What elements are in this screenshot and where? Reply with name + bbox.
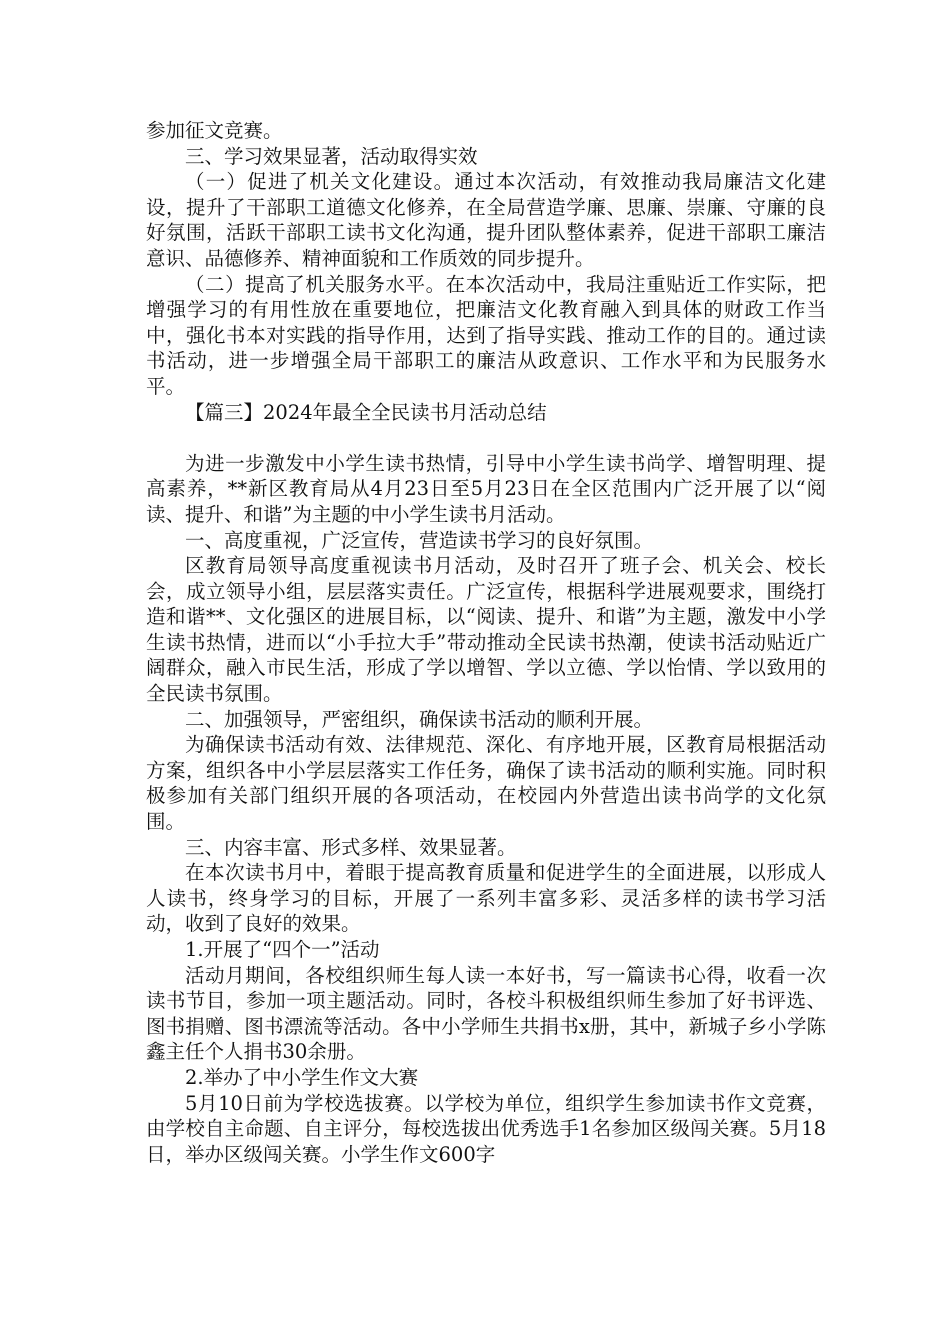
paragraph: 为确保读书活动有效、法律规范、深化、有序地开展，区教育局根据活动方案，组织各中小学层层落实工作任务，确保了读书活动的顺利实施。同时积极参加有关部门组织开展的各项活动，在校园内外营造出读书尚学的文化氛围。 (146, 733, 826, 834)
paragraph: 三、内容丰富、形式多样、效果显著。 (185, 835, 517, 859)
paragraph: 一、高度重视，广泛宣传，营造读书学习的良好氛围。 (185, 528, 654, 552)
paragraph: 三、学习效果显著，活动取得实效 (185, 144, 478, 168)
paragraph: 2.举办了中小学生作文大赛 (185, 1065, 419, 1089)
paragraph: 1.开展了“四个一”活动 (185, 938, 380, 961)
paragraph: （一）促进了机关文化建设。通过本次活动，有效推动我局廉洁文化建设，提升了干部职工道德文化修养，在全局营造学廉、思廉、崇廉、守廉的良好氛围，活跃干部职工读书文化沟通，提升团队整体素养，促进干部职工廉洁意识、品德修养、精神面貌和工作质效的同步提升。 (146, 170, 826, 270)
paragraph: 5月10日前为学校选拔赛。以学校为单位，组织学生参加读书作文竞赛，由学校自主命题、自主评分，每校选拔出优秀选手1名参加区级闯关赛。5月18日，举办区级闯关赛。小学生作文600字 (146, 1091, 826, 1166)
paragraph: 区教育局领导高度重视读书月活动，及时召开了班子会、机关会、校长会，成立领导小组，层层落实责任。广泛宣传，根据科学进展观要求，围绕打造和谐**、文化强区的进展目标，以“阅读、提升、和谐”为主题，激发中小学生读书热情，进而以“小手拉大手”带动推动全民读书热潮，使读书活动贴近广阔群众，融入市民生活，形成了学以增智、学以立德、学以怡情、学以致用的全民读书氛围。 (146, 554, 826, 706)
document-body (146, 118, 826, 1167)
paragraph: 在本次读书月中，着眼于提高教育质量和促进学生的全面进展，以形成人人读书，终身学习的目标，开展了一系列丰富多彩、灵活多样的读书学习活动，收到了良好的效果。 (146, 861, 826, 936)
paragraph: （二）提高了机关服务水平。在本次活动中，我局注重贴近工作实际，把增强学习的有用性放在重要地位，把廉洁文化教育融入到具体的财政工作当中，强化书本对实践的指导作用，达到了指导实践、推动工作的目的。通过读书活动，进一步增强全局干部职工的廉洁从政意识、工作水平和为民服务水平。 (146, 272, 826, 398)
paragraph: 二、加强领导，严密组织，确保读书活动的顺利开展。 (185, 707, 654, 731)
paragraph-spacer (146, 425, 826, 451)
paragraph: 活动月期间，各校组织师生每人读一本好书，写一篇读书心得，收看一次读书节目，参加一项主题活动。同时，各校斗积极组织师生参加了好书评选、图书捐赠、图书漂流等活动。各中小学师生共捐书x册，其中，新城子乡小学陈鑫主任个人捐书30余册。 (146, 963, 826, 1064)
paragraph: 为进一步激发中小学生读书热情，引导中小学生读书尚学、增智明理、提高素养，**新区教育局从4月23日至5月23日在全区范围内广泛开展了以“阅读、提升、和谐”为主题的中小学生读书月活动。 (146, 451, 826, 526)
paragraph: 参加征文竞赛。 (146, 119, 283, 142)
paragraph: 【篇三】2024年最全全民读书月活动总结 (185, 400, 547, 424)
